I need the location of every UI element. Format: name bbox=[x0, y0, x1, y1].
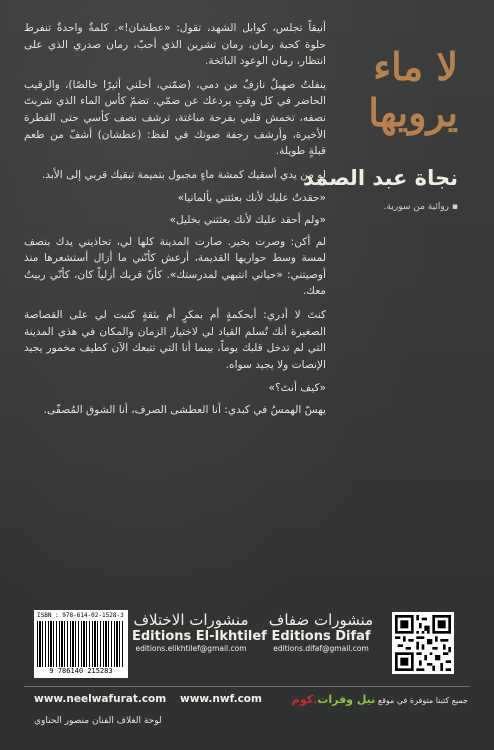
availability-text: جميع كتبنا متوفرة في موقع bbox=[377, 696, 468, 705]
availability-note bbox=[292, 693, 468, 706]
blurb-paragraph: ينفلتُ صهيلٌ نازفٌ من دمي، (ضمّني، أحلني أثيرًا خالصًا)، والرقيب الحاضر في كل وقتٍ يردعك عن ضمّي. تضمّ كأس الماء الذي شربتَ نصفه، تخمش قلبي بفرحة مباغتة، ترشف نصف كأسي حتى القطرة الأخيرة، وأرشف رجفة صوتك في لفظ: (عطشان) أشفّ من طعم قبلةٍ طويلة. bbox=[24, 78, 326, 158]
footer-divider bbox=[24, 686, 470, 687]
blurb-paragraph: أنيقاً تجلس، كوابل الشهد، تقول: «عطشان!». كلمةٌ واحدةٌ تنفرط حلوة كحبة رمان، رمان تشرين الذي أحبّ، رمان صدري الذي على انتظار، رمان الوعود البائخة. bbox=[24, 22, 326, 68]
blurb-quote: «ولم أحقد عليك لأنك بعثتني بخليل» bbox=[169, 213, 326, 226]
blurb-paragraph: لو من يدي أسقيك كمشة ماءٍ مجبول بتميمة تبقيك قربي إلى الأبد. bbox=[41, 168, 326, 181]
publisher-arabic-name: منشورات الاختلاف bbox=[133, 611, 249, 629]
publisher-latin-name: Editions El-Ikhtilef bbox=[132, 629, 267, 644]
store-brand-suffix: .كوم bbox=[291, 693, 318, 706]
publisher-difaf-logo bbox=[262, 611, 380, 653]
barcode-bars bbox=[37, 621, 125, 667]
isbn-barcode bbox=[34, 610, 128, 678]
publisher-ikhtilef-logo bbox=[132, 611, 267, 653]
blurb-quote: «حقدتُ عليك لأنك بعثتني بألمانيا» bbox=[177, 192, 326, 205]
blurb-paragraph: كنتَ لا أدري: أبحكمةٍ أم بمكرٍ أم بثقةٍ كتبت لي على القصاصة الصغيرة أنك تُسلم القياد لي لاختيار الزمان والمكان في هذي المدينة التي لم تدخل قلبك يوماً، بينما أنا التي تتبعك الآن كطيف مخمور يجيد الإنصات ولا يجيد سواه. bbox=[24, 308, 326, 371]
book-title bbox=[318, 44, 458, 136]
cover-art-credit: لوحة الغلاف الفنان منصور الحناوي bbox=[34, 716, 162, 726]
blurb-text bbox=[24, 20, 326, 425]
publisher-email: editions.difaf@gmail.com bbox=[273, 644, 369, 653]
qr-code bbox=[392, 612, 454, 674]
book-title-line: يرويها bbox=[368, 90, 458, 135]
publisher-arabic-name: منشورات ضفاف bbox=[268, 611, 374, 629]
publisher-email: editions.elikhtilef@gmail.com bbox=[135, 644, 247, 653]
blurb-paragraph: يهسّ الهمسُ في كبدي: أنا العطشى الصرف، أنا الشوق المُصفّى. bbox=[43, 403, 326, 416]
author-name: نجاة عبد الصمد bbox=[303, 166, 458, 190]
website-link[interactable]: www.nwf.com bbox=[180, 693, 262, 705]
qr-code-graphic bbox=[395, 615, 451, 671]
isbn-label: ISBN : 978-614-02-1528-3 bbox=[37, 612, 124, 619]
blurb-quote: «كيف أنتَ؟» bbox=[268, 382, 326, 395]
book-title-line: لا ماء bbox=[373, 44, 458, 89]
isbn-number: 9 786140 215283 bbox=[49, 667, 113, 675]
website-link[interactable]: www.neelwafurat.com bbox=[34, 693, 167, 705]
author-note: ▪ روائية من سورية. bbox=[383, 202, 458, 212]
store-brand-name: نيل وفرات bbox=[317, 693, 376, 706]
publisher-latin-name: Editions Difaf bbox=[271, 629, 371, 644]
blurb-paragraph: لم أكن: وصرت بخير. صارت المدينة كلها لي، تحاذيني يدك بنصف لمسة وسط حواريها القديمة، أرعش كأنّني ما أزال أستشعرها منذ أوصيتني: «حياتي انتبهي لمدرستك». كأنّ قربك أزلياً كان، كأنّي ربيتُ معك. bbox=[24, 235, 326, 298]
